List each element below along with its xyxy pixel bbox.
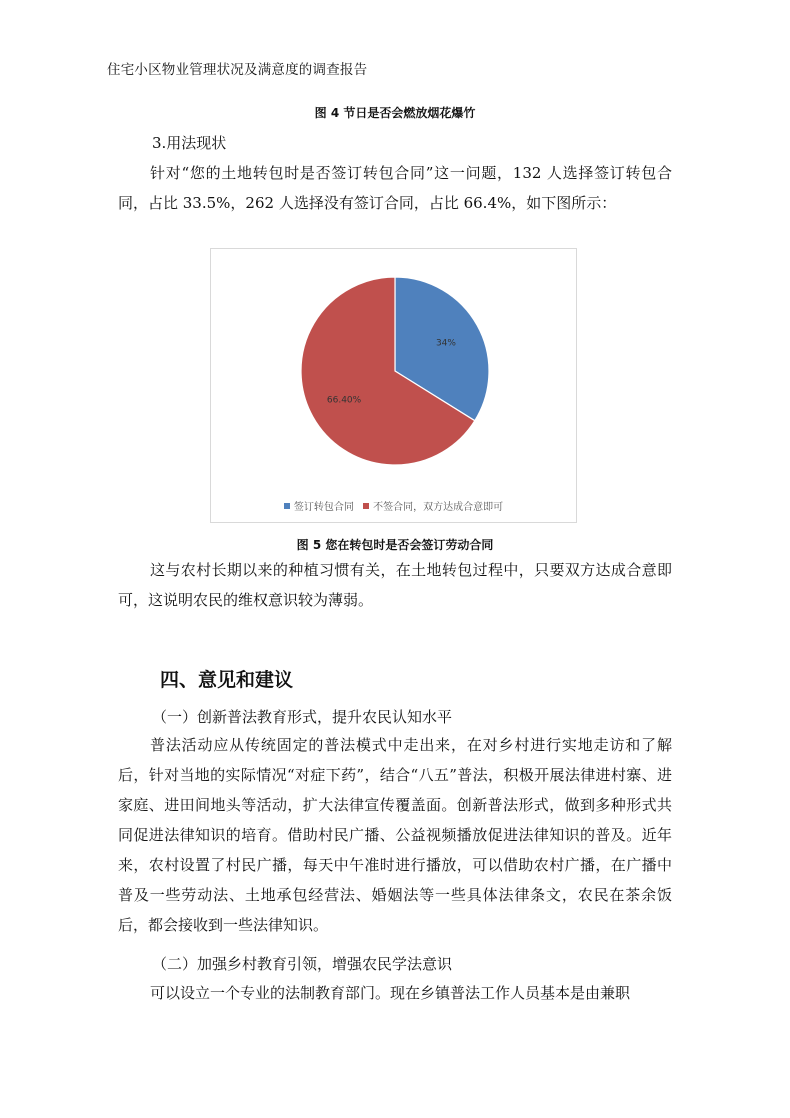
subsection-2-title: （二）加强乡村教育引领，增强农民学法意识 [152, 955, 453, 973]
legend-item-1 [284, 498, 354, 513]
subsection-1-title: （一）创新普法教育形式，提升农民认知水平 [152, 708, 453, 726]
pie-chart [210, 248, 577, 523]
legend-swatch-2 [363, 503, 369, 509]
figure-4-caption: 图 4 节日是否会燃放烟花爆竹 [314, 106, 476, 120]
subsection-2-paragraph: 可以设立一个专业的法制教育部门。现在乡镇普法工作人员基本是由兼职 [150, 984, 631, 1002]
legend-swatch-1 [284, 503, 290, 509]
after-chart-paragraph: 这与农村长期以来的种植习惯有关，在土地转包过程中，只要双方达成合意即可，这说明农民的维权意识较为薄弱。 [118, 561, 672, 609]
section-3-paragraph: 针对“您的土地转包时是否签订转包合同”这一问题，132 人选择签订转包合同，占比 33.5%，262 人选择没有签订合同，占比 66.4%，如下图所示： [118, 164, 672, 212]
legend-item-2 [363, 498, 503, 513]
page-header: 住宅小区物业管理状况及满意度的调查报告 [107, 62, 368, 78]
pie-label-1: 34% [435, 338, 456, 349]
subsection-1-paragraph: 普法活动应从传统固定的普法模式中走出来，在对乡村进行实地走访和了解后，针对当地的实际情况“对症下药”，结合“八五”普法，积极开展法律进村寨、进家庭、进田间地头等活动，扩大法律宣传覆盖面。创新普法形式，做到多种形式共同促进法律知识的培育。借助村民广播、公益视频播放促进法律知识的普及。近年来，农村设置了村民广播，每天中午准时进行播放，可以借助农村广播，在广播中普及一些劳动法、土地承包经营法、婚姻法等一些具体法律条文，农民在茶余饭后，都会接收到一些法律知识。 [118, 736, 672, 934]
pie-label-2: 66.40% [326, 395, 362, 406]
legend-label-2: 不签合同，双方达成合意即可 [373, 502, 504, 513]
section-4-title: 四、意见和建议 [160, 669, 294, 691]
pie-chart-svg [211, 249, 578, 524]
chart-legend [211, 498, 576, 513]
section-3-title: 3.用法现状 [152, 134, 227, 152]
figure-5-caption: 图 5 您在转包时是否会签订劳动合同 [296, 538, 494, 552]
legend-label-1: 签订转包合同 [293, 502, 354, 513]
